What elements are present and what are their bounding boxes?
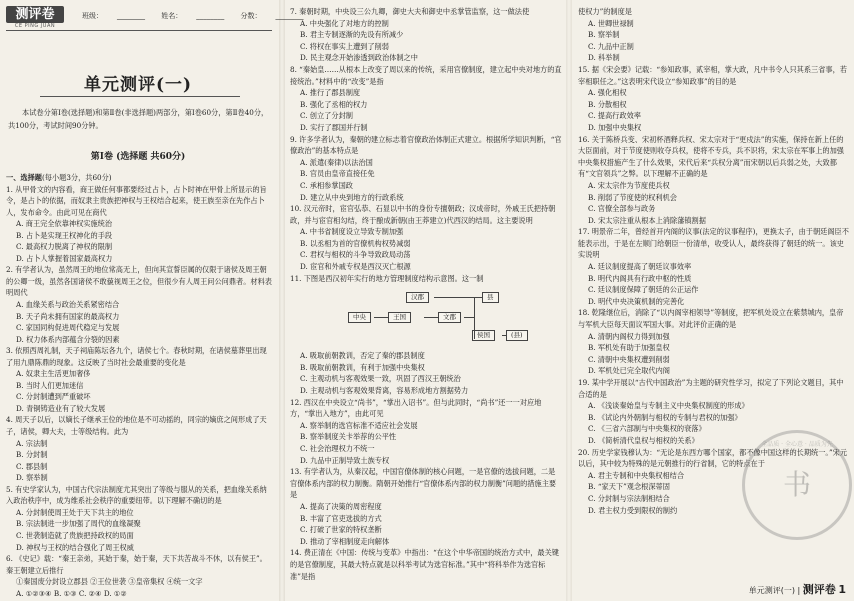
page-number: 1 (838, 583, 846, 596)
answer-option: A. 中央强化了对地方的控制 (300, 18, 389, 28)
answer-option: A. 君主专制和中央集权相结合 (588, 470, 685, 480)
answer-option: D. 主观动机与客观效果背离，容易形成地方割据势力 (300, 386, 469, 396)
answer-option: A. 分封制使周王处于天下共主的地位 (16, 507, 134, 517)
answer-option: C. 家国同构促进周代稳定与发展 (16, 323, 120, 333)
answer-option: B. 以丞相为首的官僚机构权势减弱 (300, 238, 411, 248)
answer-option: A. 察举制的选官标准不适应社会发展 (300, 420, 418, 430)
question-stem: 1. 从甲骨文的内容看，商王做任何事都要经过占卜，占卜时神在甲骨上所显示的旨令，是占卜的依据，而奴隶主贵族把神权与王权结合起来，使王族至亲在先作占卜人，发布命令。由此可见在商代 (6, 184, 267, 217)
answer-option: D. 权力体系内部蕴含分裂的因素 (16, 334, 120, 344)
part-heading: 一、选择题(每小题3分，共60分) (6, 173, 112, 182)
diagram-node: (县) (506, 330, 528, 341)
answer-option: C. 廷议制度保障了朝廷的公正运作 (588, 285, 699, 295)
answer-option: B. 宗法制进一步加强了周代的血缘凝聚 (16, 519, 141, 529)
answer-option: B. 削弱了节度使的权利机会 (588, 192, 677, 202)
answer-option: A. 强化相权 (588, 88, 627, 98)
answer-option: A. 清朝内阁权力得到加强 (588, 331, 670, 341)
diagram-node: 王国 (388, 312, 411, 323)
answer-option: D. 建立从中央到地方的行政系统 (300, 192, 404, 202)
answer-option: C. 分封制遭到严重破坏 (16, 392, 91, 402)
answer-option: A. 提高了决策的周密程度 (300, 501, 382, 511)
header-rule (6, 30, 272, 31)
question-stem: 13. 有学者认为，从秦汉起，中国官僚体制的核心问题，一是官僚的选拔问题，二是官僚体系内部的权力制衡。隋朝开始推行“官僚体系内部的权力制衡”问题的措施主要是 (290, 467, 557, 500)
answer-option: A. ①②③④ B. ①③ C. ②④ D. ①② (16, 588, 127, 598)
answer-option: ①秦国废分封设立郡县 ②王位世袭 ③皇帝集权 ④统一文字 (16, 577, 203, 587)
diagram-node: 中央 (348, 312, 371, 323)
question-stem: 7. 秦朝时期，中央设三公九卿，御史大夫和御史中丞掌管监察，这一做法使 (290, 7, 530, 16)
class-label: 班级： (82, 12, 103, 20)
question-stem: 使权力”的制度是 (578, 7, 632, 16)
answer-option: C. 郡县制 (16, 461, 48, 471)
diagram-connector (474, 297, 475, 339)
answer-option: A. 派遣(秦律)以法治国 (300, 157, 373, 167)
answer-option: A. 世卿世禄制 (588, 18, 634, 28)
answer-option: B. 占卜是实现王权神化的手段 (16, 230, 113, 240)
answer-option: B. 官员由皇帝直接任免 (300, 169, 375, 179)
question-stem: 19. 某中学开展以“古代中国政治”为主题的研究性学习，拟定了下列论文题目，其中合适的是 (578, 378, 844, 399)
answer-option: A. 廷议制度提高了朝廷议事效率 (588, 262, 692, 272)
logo-subtitle: CE PING JUAN (14, 23, 56, 29)
question-stem: 4. 周天子以后，以嫡长子继承王位的地位是不可动摇的，同宗的嫡庶之间形成了天子，诸侯，卿大夫，士等级结构。此为 (6, 415, 267, 437)
answer-option: A. 血缘关系与政治关系紧密结合 (16, 300, 120, 310)
student-info-line: 班级： ________ 姓名： ________ 分数： ________ (82, 12, 304, 20)
answer-option: B. 军机处有助于加强皇权 (588, 343, 670, 353)
publisher-stamp: 全品质 · 全心意 · 品质为先 书 (742, 430, 852, 540)
answer-option: D. 青铜铸造业有了较大发展 (16, 403, 106, 413)
column-2 (290, 6, 562, 582)
question-stem: 14. 费正清在《中国：传统与变革》中指出：“在这个中华帝国的统治方式中，最关键的是官僚制度，其最大特点就是以科举考试为选官标准。”其中“将科举作为选官标准”是指 (290, 548, 559, 581)
answer-option: B. 君主专制逐渐的先设有所减少 (300, 30, 404, 40)
question-stem: 3. 依照西周礼制，天子祠庙陈坛各九个，诸侯七个。春秋时期，在诸侯墓葬里出现了用九鼎陈鼎的现象。这反映了当时社会最重要的变化是 (6, 346, 267, 367)
question-stem: 15. 据《宋会要》记载：“参知政事，贰宰相，掌大政，凡中书令人只其系三省事，若宰相职任之。”这表明宋代设立“参知政事”的目的是 (578, 64, 847, 86)
answer-option: C. 《三省六部制与中央集权的衰落》 (588, 424, 706, 434)
answer-option: C. 打破了世家的特权垄断 (300, 525, 382, 535)
answer-option: B. 察举制度关卡举荐的公平性 (300, 432, 397, 442)
answer-option: C. 官僚全部参与政务 (588, 204, 656, 214)
answer-option: D. 君主权力受到限权的制约 (588, 505, 678, 515)
page-fold (279, 0, 285, 601)
diagram-node: 文郡 (438, 312, 461, 323)
diagram-connector (374, 317, 388, 318)
question-stem: 6. 《史记》载：“秦王亲弟，其始于秦，始于秦，天下共苦战斗不休，以有侯王”。秦王朝建立后推行 (6, 554, 267, 575)
answer-option: C. 世袭制造就了贵族把持政权的局面 (16, 530, 134, 540)
answer-option: A. 宋太宗作为节度使兵权 (588, 180, 670, 190)
answer-option: C. 最高权力脱离了神权的限制 (16, 242, 113, 252)
question-stem: 11. 下图是西汉初年实行的地方管理制度结构示意图。这一制 (290, 273, 484, 283)
answer-option: B. 丰富了官吏选拔的方式 (300, 513, 382, 523)
exam-intro: 本试卷分第Ⅰ卷(选择题)和第Ⅱ卷(非选择题)两部分，第Ⅰ卷60分，第Ⅱ卷40分，共100分，考试时间90分钟。 (8, 108, 269, 130)
diagram-connector (502, 335, 506, 336)
answer-option: B. 吸取前朝教训，有利于加强中央集权 (300, 362, 425, 372)
column-divider (566, 0, 572, 601)
answer-option: C. 九品中正制 (588, 41, 634, 51)
name-label: 姓名： (161, 12, 183, 20)
answer-option: D. 推动了宰相制度走向解体 (300, 536, 390, 546)
answer-option: B. 明代内阁具有行政中枢的性质 (588, 273, 692, 283)
question-stem: 5. 有史学家认为，中国古代宗法制度尤其突出了等级与服从的关系，把血缘关系纳入政治秩序中，成为维系社会秩序的重要纽带。以下理解不确切的是 (6, 484, 267, 506)
answer-option: D. 察举制 (16, 473, 48, 483)
answer-option: B. 天子尚未拥有国家的最高权力 (16, 311, 120, 321)
answer-option: D. 实行了郡国并行制 (300, 122, 368, 132)
logo-text: 测评卷 (6, 6, 64, 23)
answer-option: D. 军机处已完全取代内阁 (588, 366, 670, 376)
question-list (6, 184, 272, 600)
question-stem: 16. 关于陈桥兵变、宋初杯酒释兵权、宋太宗对于“更戍法”的实施，保持在新上任的大臣面前，对于节度使则收夺兵权，使将不专兵，兵不识将，宋太宗在军事上的加强中央集权措施产生了什么效果，宋代后来“兵权分离”而宋朝以后兵弱之处，大致都有“文官领兵”之弊。以下理解不正确的是 (578, 134, 844, 179)
question-list-2 (290, 6, 562, 582)
answer-option: D. 民主观念开始渗透到政治体制之中 (300, 53, 418, 63)
question-stem: 8. “秦始皇……从根本上改变了周以来的传统，采用官僚制度，建立起中央对地方的直接统治。”材料中的“改变”是指 (290, 64, 562, 86)
diagram-node: 县 (482, 292, 499, 303)
answer-option: B. 察举制 (588, 30, 620, 40)
answer-option: B. “家天下”观念根深蒂固 (588, 482, 670, 492)
score-label: 分数： (240, 12, 262, 20)
answer-option: D. 明代中央决策机制的完善化 (588, 296, 685, 306)
question-stem: 20. 历史学家钱穆认为：“无论是东西方哪个国家，都不像中国这样的长期统一。”宋元以后，其中较为特殊的是元朝推行的行省制，它的特点在于 (578, 447, 848, 469)
page-footer: 单元测评(一) | 测评卷 1 (748, 583, 846, 596)
answer-option: C. 提高行政效率 (588, 111, 641, 121)
answer-option: B. 分散相权 (588, 99, 627, 109)
answer-option: C. 社会治理权力不统一 (300, 444, 375, 453)
answer-option: D. 占卜人掌握着国家最高权力 (16, 253, 113, 263)
question-stem: 12. 西汉在中央设立“尚书”，“掌出入诏书”。但与此同时，“尚书”还一一对应地方，“掌出入地方”，由此可见 (290, 397, 542, 419)
question-stem: 18. 乾隆继位后，消除了“以内阁宰相领导”等制度，把军机处设立在紫禁城内，皇帝与军机大臣每天面议军国大事。对此评价正确的是 (578, 308, 844, 330)
answer-option: D. 宦官和外戚专权是西汉灭亡根源 (300, 262, 411, 272)
answer-option: B. 强化了丞相的权力 (300, 99, 368, 109)
diagram-connector (424, 317, 438, 318)
answer-option: A. 奴隶主生活更加奢侈 (16, 369, 91, 379)
exam-title: 单元测评(一) (83, 75, 193, 95)
question-stem: 17. 明景帝二年，曾经首开内阁的议事(法定的议事程序)，更换太子，由于朝廷阁臣不能表示出，于是在左顺门给朝臣一份清单，收受认人，最终获得了朝廷的统一。该史实说明 (578, 227, 849, 260)
answer-option: D. 九品中正制导致土族专权 (300, 455, 390, 465)
answer-option: B. 当时人们更加迷信 (16, 380, 84, 390)
title-rule (40, 96, 240, 97)
footer-unit: 单元测评(一) (748, 586, 796, 595)
answer-option: D. 科举制 (588, 53, 620, 63)
answer-option: C. 分封制与宗法制相结合 (588, 493, 670, 503)
answer-option: A. 吸取前朝教训，否定了秦的郡县制度 (300, 351, 425, 361)
column-1-questions (6, 172, 272, 599)
answer-option: D. 《简析清代皇权与相权的关系》 (588, 435, 699, 445)
answer-option: C. 主观动机与客观效果一致，巩固了西汉王朝统治 (300, 374, 461, 384)
answer-option: D. 加强中央集权 (588, 122, 642, 132)
admin-structure-diagram (296, 286, 562, 348)
question-stem: 10. 汉元帝时，宦官弘恭、石显以中书的身份专擅朝政；汉成帝时，外戚王氏把持朝政，并与宦官相勾结，终于酿成新朝(由王莽建立)代西汉的结局。这主要说明 (290, 204, 556, 225)
footer-label: 测评卷 (802, 583, 836, 596)
question-stem: 9. 许多学者认为，秦朝的建立标志着官僚政治体制正式建立。根据所学知识判断，“官僚政治”的基本特点是 (290, 134, 562, 156)
answer-option: C. 君权与相权的斗争导致政局动荡 (300, 250, 411, 260)
answer-option: A. 推行了郡县制度 (300, 88, 361, 98)
answer-option: C. 将权在事实上遭到了削弱 (300, 41, 389, 51)
section-heading: 第Ⅰ卷 (选择题 共60分) (90, 152, 186, 162)
answer-option: A. 《浅谈秦始皇与专制主义中央集权制度的形成》 (588, 401, 749, 411)
diagram-node: 侯国 (472, 330, 495, 341)
answer-option: B. 分封制 (16, 450, 48, 460)
answer-option: C. 承相参掌国政 (300, 180, 353, 190)
question-stem: 2. 有学者认为，虽然周王的地位常高无上，但向其宣誓臣属的仅限于诸侯及周王朝的公卿一级，虽然各国诸侯不敢藐视周王之位，但很少有人周王问公问鼎者。材料表明周代 (6, 265, 272, 298)
answer-option: D. 神权与王权的结合强化了周王权威 (16, 542, 134, 552)
answer-option: B. 《试论内外朝制与相权的专制与君权的加强》 (588, 412, 742, 422)
answer-option: C. 创立了分封制 (300, 111, 353, 121)
answer-option: A. 中书省制度设立导致专制加强 (300, 227, 404, 237)
answer-option: D. 宋太宗注重从根本上消除藩镇割据 (588, 215, 706, 225)
brand-logo (6, 6, 64, 30)
diagram-connector (464, 317, 474, 318)
answer-option: C. 清朝中央集权遭到削弱 (588, 354, 670, 364)
diagram-node: 汉郡 (406, 292, 429, 303)
answer-option: A. 商王完全依靠神权实施统治 (16, 219, 113, 229)
answer-option: A. 宗法制 (16, 438, 48, 448)
